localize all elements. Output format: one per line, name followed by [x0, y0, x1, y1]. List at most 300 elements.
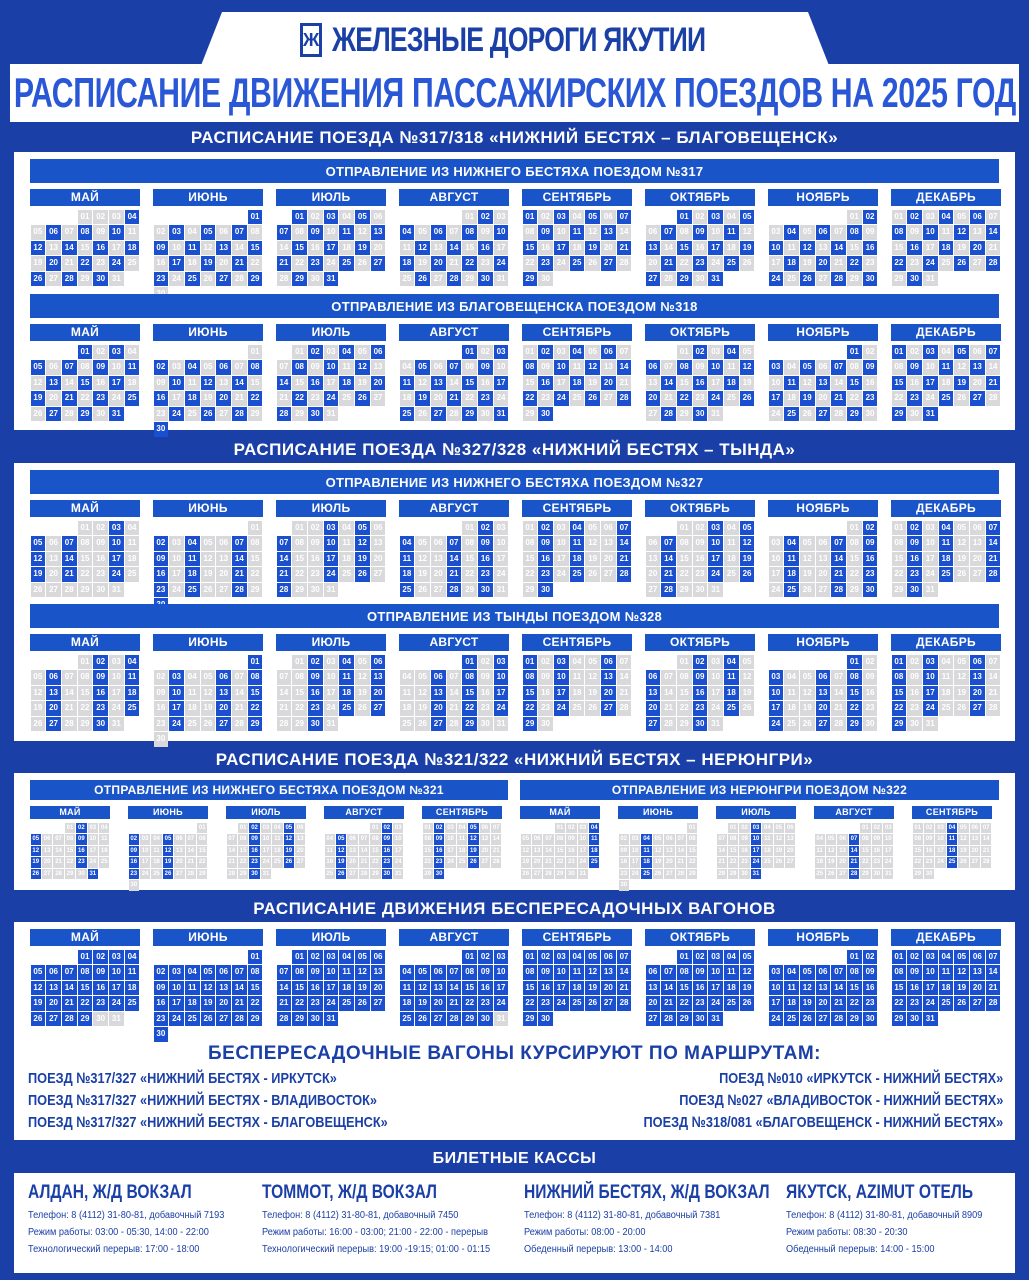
month-header: ИЮНЬ	[618, 806, 698, 819]
day-cell: 22	[78, 996, 93, 1011]
day-cell: 13	[816, 981, 831, 996]
day-cell: 05	[336, 834, 346, 845]
day-cell: 30	[538, 583, 553, 598]
day-cell: 05	[585, 345, 600, 360]
day-cell: 12	[800, 686, 815, 701]
month-header: НОЯБРЬ	[768, 929, 878, 946]
day-cell: 18	[724, 241, 739, 256]
day-cell: 16	[308, 686, 323, 701]
day-cell: 07	[62, 965, 77, 980]
day-cell: 19	[585, 241, 600, 256]
brand	[300, 18, 740, 62]
day-cell: 16	[924, 846, 934, 857]
day-cell: 18	[400, 391, 415, 406]
day-cell: 04	[724, 655, 739, 670]
day-cell: 12	[800, 981, 815, 996]
day-cell: 16	[907, 376, 922, 391]
day-cell: 30	[478, 272, 493, 287]
day-cell: 09	[434, 834, 444, 845]
day-cell: 05	[740, 210, 755, 225]
day-cell: 01	[677, 345, 692, 360]
day-cell: 21	[232, 996, 247, 1011]
day-cell: 18	[762, 846, 772, 857]
day-cell: 17	[554, 241, 569, 256]
day-cell: 01	[892, 210, 907, 225]
day-cell: 01	[523, 210, 538, 225]
day-cell: 15	[847, 552, 862, 567]
day-cell: 27	[646, 583, 661, 598]
day-cell: 10	[494, 536, 509, 551]
day-cell: 20	[46, 391, 61, 406]
day-cell: 25	[570, 996, 585, 1011]
day-cell: 02	[478, 345, 493, 360]
day-cell: 18	[724, 552, 739, 567]
day-cell: 09	[863, 225, 878, 240]
day-cell: 25	[589, 857, 599, 868]
day-cell: 05	[585, 950, 600, 965]
day-cell: 23	[924, 857, 934, 868]
day-cell: 15	[238, 846, 248, 857]
month-header: ИЮЛЬ	[276, 929, 386, 946]
day-cell: 06	[816, 965, 831, 980]
day-cell: 26	[31, 869, 41, 880]
day-cell: 30	[863, 717, 878, 732]
day-cell: 07	[617, 950, 632, 965]
day-cell: 22	[860, 857, 870, 868]
day-cell: 28	[186, 869, 196, 880]
day-cell: 07	[277, 225, 292, 240]
day-cell: 18	[724, 686, 739, 701]
day-cell: 04	[185, 965, 200, 980]
day-cell: 05	[415, 965, 430, 980]
day-cell: 09	[308, 965, 323, 980]
day-cell: 25	[724, 701, 739, 716]
day-cell: 14	[661, 981, 676, 996]
day-cell: 03	[169, 225, 184, 240]
month-5	[522, 324, 632, 422]
day-cell: 12	[954, 670, 969, 685]
day-cell: 03	[923, 950, 938, 965]
day-cell: 16	[308, 241, 323, 256]
month-3	[276, 929, 386, 1027]
day-cell: 08	[892, 225, 907, 240]
day-cell: 29	[248, 272, 263, 287]
day-cell: 13	[431, 552, 446, 567]
day-cell: 14	[831, 981, 846, 996]
day-cell: 21	[232, 701, 247, 716]
day-cell: 20	[646, 701, 661, 716]
day-empty	[153, 520, 169, 536]
month-header: ИЮНЬ	[153, 189, 263, 206]
month-7	[768, 324, 878, 422]
month-2	[153, 324, 263, 437]
day-cell: 23	[382, 857, 392, 868]
day-cell: 02	[863, 345, 878, 360]
day-cell: 05	[826, 834, 836, 845]
day-cell: 25	[457, 857, 467, 868]
day-cell: 15	[687, 846, 697, 857]
month-header: ОКТЯБРЬ	[645, 929, 755, 946]
day-cell: 14	[359, 846, 369, 857]
day-cell: 27	[371, 701, 386, 716]
day-cell: 09	[739, 834, 749, 845]
day-cell: 29	[248, 583, 263, 598]
day-cell: 27	[646, 717, 661, 732]
day-cell: 31	[708, 717, 723, 732]
day-cell: 16	[308, 376, 323, 391]
day-cell: 02	[308, 950, 323, 965]
day-cell: 18	[570, 686, 585, 701]
day-cell: 12	[201, 376, 216, 391]
day-cell: 09	[154, 552, 169, 567]
day-cell: 27	[970, 701, 985, 716]
day-cell: 30	[693, 1012, 708, 1027]
day-cell: 13	[216, 686, 231, 701]
day-cell: 30	[93, 407, 108, 422]
day-cell: 03	[554, 345, 569, 360]
day-cell: 28	[986, 701, 1001, 716]
day-cell: 21	[617, 376, 632, 391]
day-cell: 03	[708, 521, 723, 536]
day-cell: 13	[371, 536, 386, 551]
day-cell: 04	[570, 950, 585, 965]
route-left-2: ПОЕЗД №317/327 «НИЖНИЙ БЕСТЯХ - ВЛАДИВОСТОК»	[28, 1092, 378, 1109]
day-cell: 24	[109, 256, 124, 271]
day-empty	[784, 344, 800, 360]
day-cell: 12	[163, 846, 173, 857]
day-cell: 27	[46, 1012, 61, 1027]
day-cell: 19	[415, 996, 430, 1011]
day-cell: 23	[478, 567, 493, 582]
day-cell: 28	[62, 407, 77, 422]
day-cell: 22	[292, 256, 307, 271]
day-cell: 14	[62, 686, 77, 701]
day-empty	[430, 520, 446, 536]
day-cell: 24	[769, 407, 784, 422]
day-cell: 18	[784, 996, 799, 1011]
day-cell: 29	[892, 272, 907, 287]
day-cell: 19	[31, 256, 46, 271]
day-cell: 02	[538, 655, 553, 670]
day-cell: 23	[154, 583, 169, 598]
day-cell: 01	[292, 950, 307, 965]
day-cell: 19	[355, 376, 370, 391]
day-empty	[61, 209, 77, 225]
section-title-wagons: РАСПИСАНИЕ ДВИЖЕНИЯ БЕСПЕРЕСАДОЧНЫХ ВАГОНОВ	[253, 899, 776, 918]
day-cell: 17	[494, 981, 509, 996]
month-7	[768, 500, 878, 598]
day-cell: 14	[986, 360, 1001, 375]
day-cell: 08	[462, 360, 477, 375]
month-header: ОКТЯБРЬ	[645, 500, 755, 517]
day-cell: 06	[601, 210, 616, 225]
day-cell: 17	[261, 846, 271, 857]
day-cell: 23	[93, 701, 108, 716]
day-empty	[169, 209, 185, 225]
day-cell: 02	[478, 950, 493, 965]
day-cell: 09	[478, 360, 493, 375]
day-cell: 10	[494, 965, 509, 980]
day-cell: 13	[646, 981, 661, 996]
day-cell: 19	[355, 981, 370, 996]
day-empty	[531, 822, 542, 834]
day-cell: 31	[109, 407, 124, 422]
day-cell: 11	[784, 686, 799, 701]
day-cell: 05	[31, 834, 41, 845]
day-cell: 23	[693, 567, 708, 582]
day-cell: 07	[62, 225, 77, 240]
day-cell: 27	[371, 256, 386, 271]
day-cell: 31	[109, 583, 124, 598]
day-cell: 10	[324, 536, 339, 551]
day-cell: 25	[272, 857, 282, 868]
day-cell: 24	[630, 869, 640, 880]
day-cell: 14	[277, 552, 292, 567]
day-cell: 04	[400, 965, 415, 980]
day-cell: 09	[538, 225, 553, 240]
day-cell: 15	[728, 846, 738, 857]
day-cell: 22	[248, 256, 263, 271]
day-cell: 28	[447, 407, 462, 422]
day-cell: 19	[163, 857, 173, 868]
day-cell: 13	[970, 536, 985, 551]
day-cell: 27	[785, 857, 795, 868]
day-cell: 14	[62, 376, 77, 391]
day-cell: 15	[913, 846, 923, 857]
day-cell: 12	[201, 981, 216, 996]
day-empty	[768, 520, 784, 536]
day-cell: 06	[431, 670, 446, 685]
day-cell: 15	[892, 376, 907, 391]
day-empty	[815, 520, 831, 536]
day-cell: 14	[447, 686, 462, 701]
day-cell: 29	[847, 717, 862, 732]
day-cell: 21	[543, 857, 553, 868]
day-cell: 01	[847, 521, 862, 536]
day-empty	[430, 209, 446, 225]
day-cell: 13	[646, 552, 661, 567]
day-cell: 26	[284, 857, 294, 868]
day-cell: 25	[815, 869, 825, 880]
day-empty	[446, 520, 462, 536]
month-3	[276, 500, 386, 598]
day-cell: 05	[740, 655, 755, 670]
day-cell: 25	[784, 272, 799, 287]
day-cell: 20	[371, 552, 386, 567]
day-cell: 30	[566, 869, 576, 880]
day-cell: 05	[954, 950, 969, 965]
day-cell: 20	[816, 567, 831, 582]
office-nizhniy-bestyakh	[524, 1182, 823, 1255]
day-cell: 20	[371, 376, 386, 391]
day-cell: 23	[478, 701, 493, 716]
day-empty	[276, 520, 292, 536]
day-cell: 08	[292, 225, 307, 240]
day-cell: 23	[308, 567, 323, 582]
day-cell: 25	[939, 701, 954, 716]
day-cell: 24	[494, 567, 509, 582]
day-cell: 01	[197, 823, 207, 834]
day-empty	[184, 209, 200, 225]
day-cell: 12	[740, 225, 755, 240]
day-cell: 23	[863, 567, 878, 582]
month-7	[768, 929, 878, 1027]
day-cell: 03	[494, 345, 509, 360]
day-empty	[153, 654, 169, 670]
day-cell: 14	[277, 981, 292, 996]
day-cell: 07	[277, 670, 292, 685]
day-cell: 23	[863, 701, 878, 716]
day-cell: 22	[677, 256, 692, 271]
day-cell: 06	[646, 360, 661, 375]
day-cell: 03	[554, 210, 569, 225]
month-3	[716, 806, 796, 880]
day-cell: 30	[693, 717, 708, 732]
day-cell: 13	[347, 846, 357, 857]
day-cell: 21	[62, 701, 77, 716]
day-cell: 18	[570, 981, 585, 996]
day-cell: 26	[585, 701, 600, 716]
day-empty	[174, 822, 185, 834]
day-cell: 03	[923, 210, 938, 225]
day-cell: 02	[693, 950, 708, 965]
day-cell: 30	[382, 869, 392, 880]
day-cell: 24	[554, 701, 569, 716]
day-cell: 14	[831, 241, 846, 256]
day-cell: 16	[863, 552, 878, 567]
day-cell: 29	[847, 583, 862, 598]
day-cell: 25	[339, 567, 354, 582]
day-cell: 23	[93, 256, 108, 271]
day-cell: 20	[970, 686, 985, 701]
day-cell: 02	[566, 823, 576, 834]
day-cell: 26	[163, 869, 173, 880]
day-cell: 30	[907, 407, 922, 422]
day-cell: 17	[169, 256, 184, 271]
day-cell: 11	[151, 846, 161, 857]
day-cell: 30	[907, 717, 922, 732]
day-cell: 25	[939, 256, 954, 271]
day-cell: 05	[800, 965, 815, 980]
day-cell: 09	[93, 965, 108, 980]
day-cell: 03	[708, 950, 723, 965]
month-header: НОЯБРЬ	[768, 189, 878, 206]
office-aldan	[28, 1182, 241, 1255]
day-cell: 12	[415, 552, 430, 567]
day-cell: 24	[109, 567, 124, 582]
day-cell: 21	[986, 981, 1001, 996]
day-cell: 19	[653, 857, 663, 868]
day-cell: 14	[277, 376, 292, 391]
day-cell: 19	[415, 567, 430, 582]
day-cell: 19	[201, 256, 216, 271]
day-cell: 01	[78, 950, 93, 965]
day-cell: 23	[619, 869, 629, 880]
day-cell: 19	[954, 981, 969, 996]
day-cell: 08	[248, 965, 263, 980]
day-empty	[358, 822, 369, 834]
day-cell: 06	[970, 823, 980, 834]
day-cell: 13	[816, 552, 831, 567]
day-cell: 31	[923, 583, 938, 598]
day-cell: 02	[154, 536, 169, 551]
day-cell: 23	[566, 857, 576, 868]
day-cell: 06	[816, 225, 831, 240]
day-cell: 14	[232, 241, 247, 256]
day-cell: 13	[371, 670, 386, 685]
day-cell: 19	[800, 391, 815, 406]
day-cell: 17	[169, 996, 184, 1011]
month-header: ИЮНЬ	[153, 324, 263, 341]
day-cell: 19	[355, 552, 370, 567]
day-cell: 19	[415, 256, 430, 271]
day-cell: 22	[892, 996, 907, 1011]
day-cell: 30	[478, 1012, 493, 1027]
day-cell: 26	[740, 391, 755, 406]
day-cell: 16	[154, 996, 169, 1011]
day-cell: 18	[125, 686, 140, 701]
day-cell: 14	[277, 686, 292, 701]
day-cell: 02	[93, 655, 108, 670]
day-cell: 11	[400, 981, 415, 996]
day-cell: 31	[494, 583, 509, 598]
day-cell: 08	[728, 834, 738, 845]
day-cell: 30	[93, 272, 108, 287]
day-cell: 03	[109, 655, 124, 670]
day-empty	[216, 209, 232, 225]
day-empty	[446, 344, 462, 360]
day-cell: 28	[447, 1012, 462, 1027]
day-cell: 11	[939, 965, 954, 980]
day-cell: 01	[370, 823, 380, 834]
day-cell: 26	[954, 996, 969, 1011]
day-cell: 06	[216, 360, 231, 375]
day-cell: 28	[986, 996, 1001, 1011]
day-empty	[53, 822, 64, 834]
day-cell: 10	[769, 552, 784, 567]
day-cell: 25	[400, 583, 415, 598]
day-cell: 07	[661, 965, 676, 980]
day-empty	[276, 949, 292, 965]
day-cell: 25	[339, 391, 354, 406]
day-cell: 29	[892, 1012, 907, 1027]
day-cell: 13	[431, 686, 446, 701]
day-cell: 09	[538, 360, 553, 375]
day-cell: 09	[693, 225, 708, 240]
day-cell: 30	[308, 1012, 323, 1027]
day-cell: 20	[295, 846, 305, 857]
day-cell: 19	[740, 241, 755, 256]
month-header: НОЯБРЬ	[768, 634, 878, 651]
day-cell: 06	[46, 670, 61, 685]
day-cell: 24	[169, 1012, 184, 1027]
day-cell: 16	[93, 981, 108, 996]
day-cell: 26	[800, 717, 815, 732]
day-cell: 28	[676, 869, 686, 880]
day-cell: 27	[601, 701, 616, 716]
day-cell: 21	[986, 376, 1001, 391]
day-cell: 09	[863, 965, 878, 980]
day-empty	[784, 520, 800, 536]
day-cell: 29	[860, 869, 870, 880]
day-cell: 01	[248, 345, 263, 360]
day-cell: 10	[109, 670, 124, 685]
day-cell: 24	[554, 567, 569, 582]
day-cell: 03	[708, 345, 723, 360]
day-cell: 05	[284, 823, 294, 834]
day-cell: 26	[800, 1012, 815, 1027]
day-cell: 12	[31, 981, 46, 996]
